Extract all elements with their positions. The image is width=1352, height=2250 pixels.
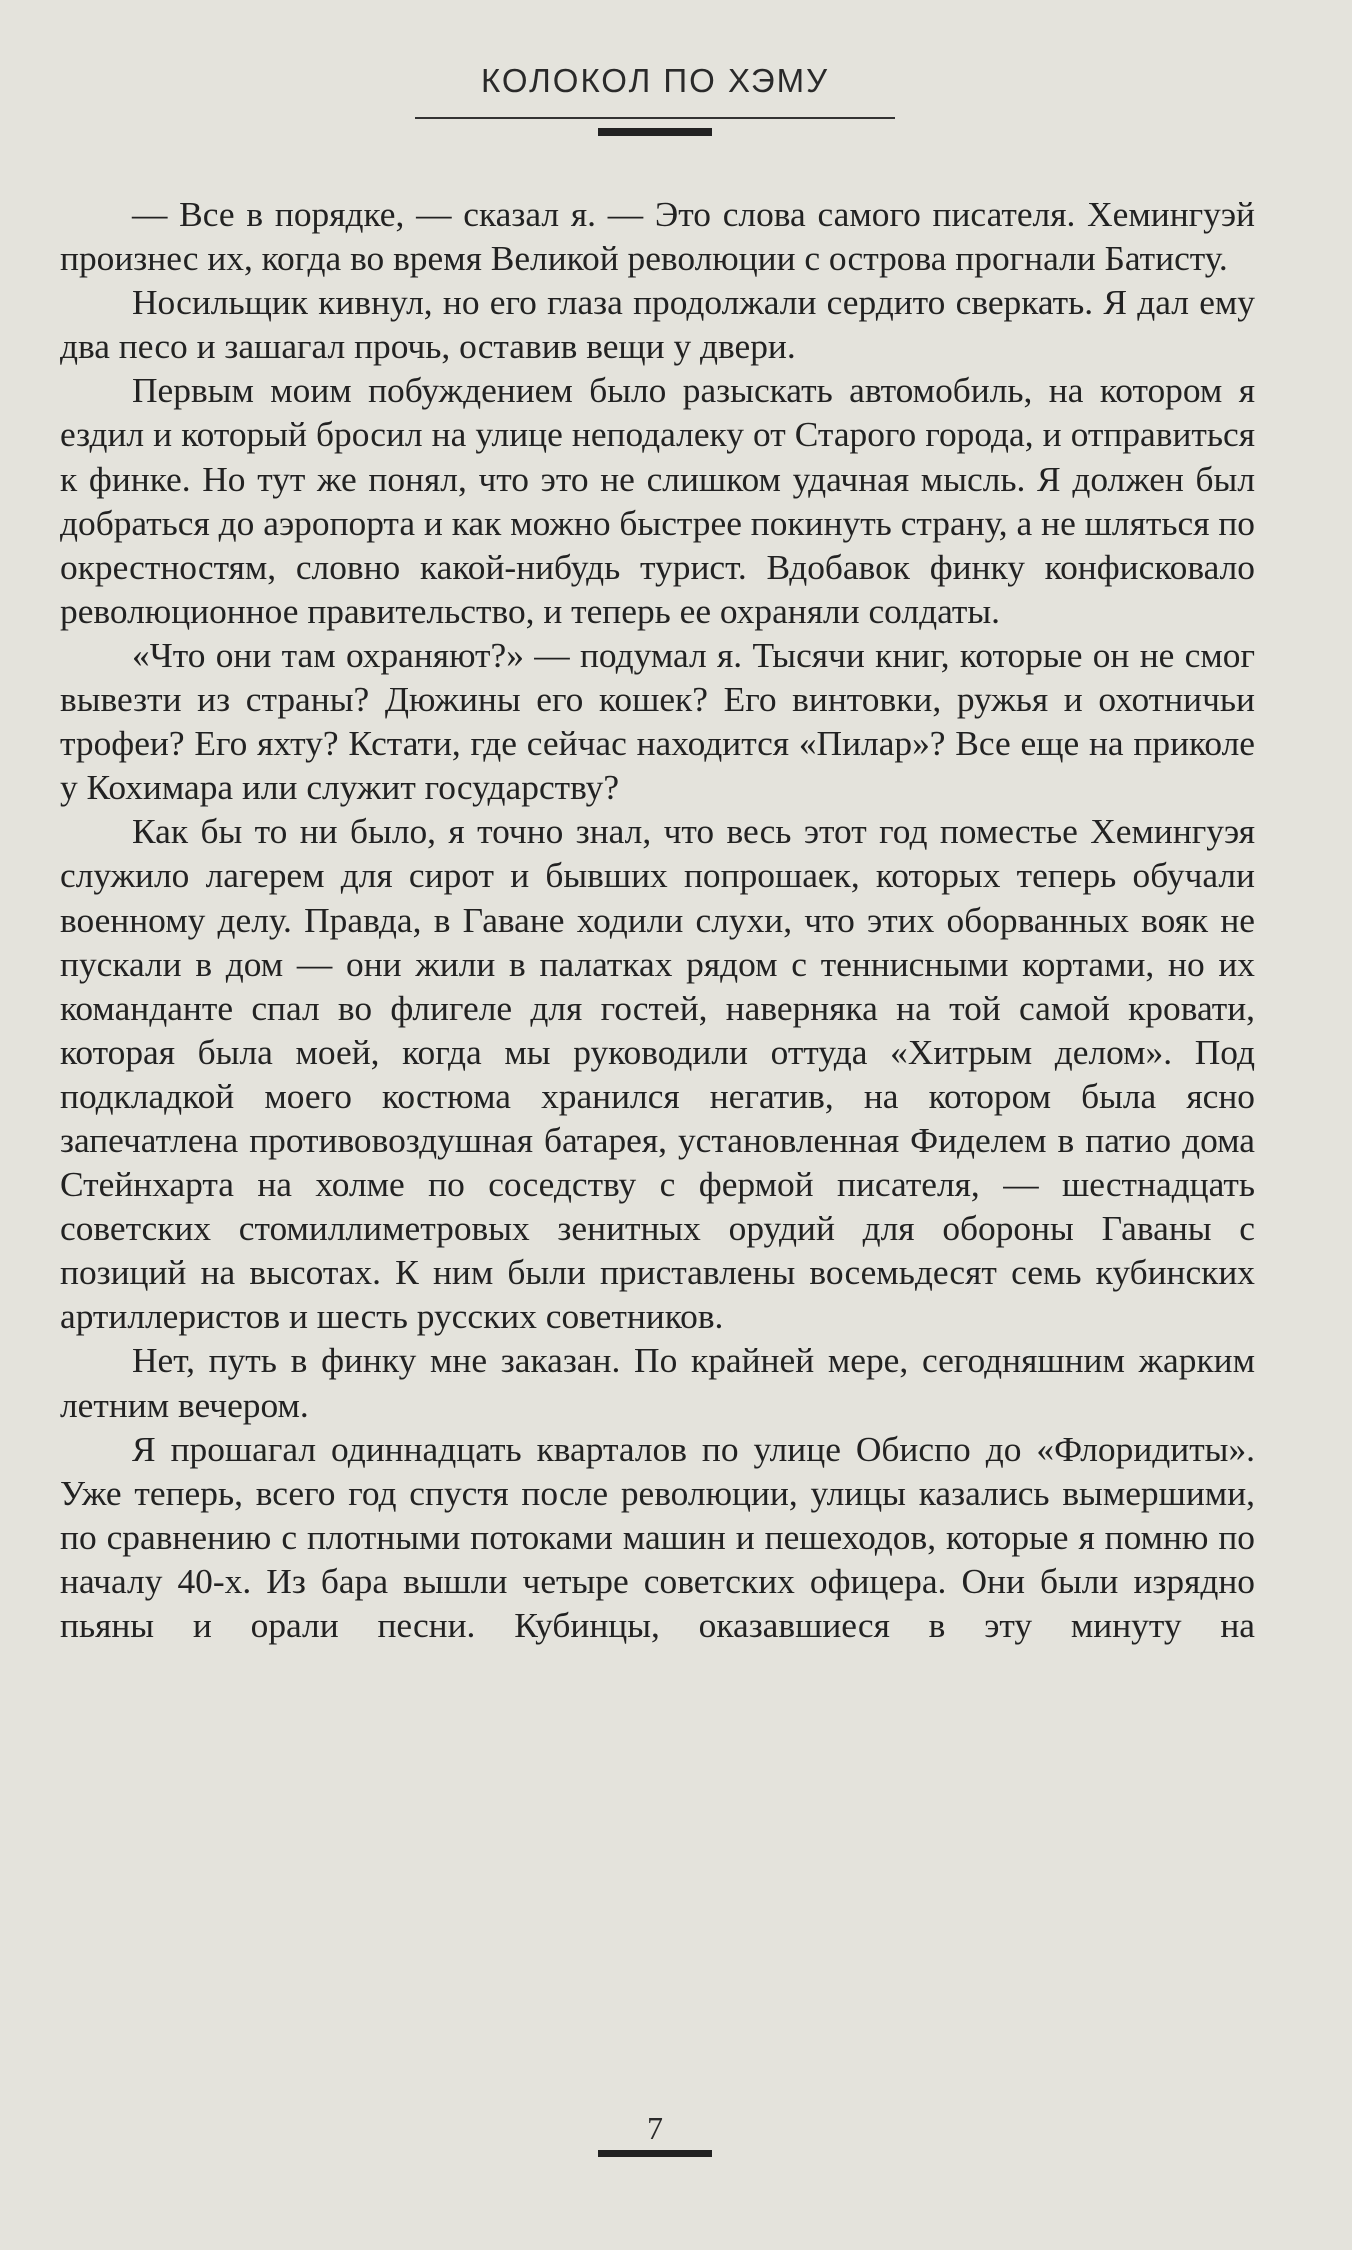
- paragraph: Первым моим побуждением было разыскать автомобиль, на котором я ездил и который бросил на улице неподалеку от Старого города, и отправиться к финке. Но тут же понял, что это не слишком удачная мысль. Я должен был добраться до аэропорта и как можно быстрее покинуть страну, а не шляться по окрестностям, словно какой-нибудь турист. Вдобавок финку конфисковало революционное правительство, и теперь ее охраняли солдаты.: [60, 370, 1255, 631]
- paragraph: — Все в порядке, — сказал я. — Это слова самого писателя. Хемингуэй произнес их, когда во время Великой революции с острова прогнали Батисту.: [60, 194, 1255, 279]
- page-number: 7: [647, 2110, 663, 2146]
- footer-ornament-bar: [598, 2150, 712, 2157]
- paragraph: «Что они там охраняют?» — подумал я. Тысячи книг, которые он не смог вывезти из страны? Дюжины его кошек? Его винтовки, ружья и охотничьи трофеи? Его яхту? Кстати, где сейчас находится «Пилар»? Все еще на приколе у Кохимара или служит государству?: [60, 634, 1255, 808]
- header-rule: [415, 117, 895, 119]
- running-header-title: КОЛОКОЛ ПО ХЭМУ: [480, 62, 830, 99]
- paragraph: Нет, путь в финку мне заказан. По крайней мере, сегодняшним жарким летним вечером.: [60, 1340, 1255, 1425]
- paragraph: Я прошагал одиннадцать кварталов по улице Обиспо до «Флоридиты». Уже теперь, всего год спустя после революции, улицы казались вымершими, по сравнению с плотными потоками машин и пешеходов, которые я помню по началу 40-х. Из бара вышли четыре советских офицера. Они были изрядно пьяны и орали песни. Кубинцы, оказавшиеся в эту минуту на: [60, 1428, 1255, 1645]
- paragraph: Носильщик кивнул, но его глаза продолжали сердито сверкать. Я дал ему два песо и зашагал прочь, оставив вещи у двери.: [60, 282, 1255, 367]
- paragraph: Как бы то ни было, я точно знал, что весь этот год поместье Хемингуэя служило лагерем для сирот и бывших попрошаек, которых теперь обучали военному делу. Правда, в Гаване ходили слухи, что этих оборванных вояк не пускали в дом — они жили в палатках рядом с теннисными кортами, но их команданте спал во флигеле для гостей, наверняка на той самой кровати, которая была моей, когда мы руководили оттуда «Хитрым делом». Под подкладкой моего костюма хранился негатив, на котором была ясно запечатлена противовоздушная батарея, установленная Фиделем в патио дома Стейнхарта на холме по соседству с фермой писателя, — шестнадцать советских стомиллиметровых зенитных орудий для обороны Гаваны с позиций на высотах. К ним были приставлены восемьдесят семь кубинских артиллеристов и шесть русских советников.: [60, 811, 1255, 1337]
- body-text: [60, 192, 1255, 1647]
- header-ornament-bar: [598, 128, 712, 136]
